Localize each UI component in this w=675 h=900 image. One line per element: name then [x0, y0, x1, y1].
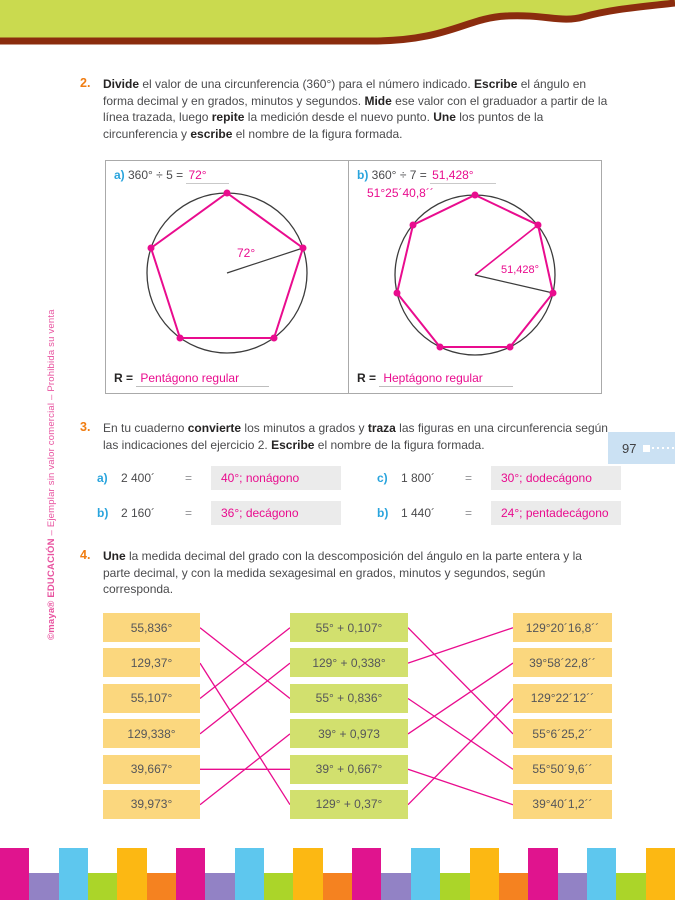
footer-block	[587, 848, 616, 900]
item-letter: c)	[377, 471, 388, 485]
footer-block	[88, 873, 117, 900]
badge-dotted-line	[652, 447, 675, 449]
sidebar-legal-text	[46, 270, 57, 640]
equation-a-answer: 72°	[186, 168, 228, 184]
item-answer: 36°; decágono	[211, 501, 341, 525]
footer-block	[147, 873, 176, 900]
figure-box-a	[106, 161, 349, 393]
match-box-decimal: 129,37°	[103, 648, 200, 677]
match-box-sexagesimal: 129°20´16,8´´	[513, 613, 612, 642]
footer-block	[646, 848, 675, 900]
footer-block	[117, 848, 146, 900]
result-answer-b: Heptágono regular	[379, 371, 512, 387]
pentagon-diagram	[106, 161, 348, 393]
match-box-decomposition: 129° + 0,37°	[290, 790, 408, 819]
exercise-3-instructions: En tu cuaderno convierte los minutos a grados y traza las figuras en una circunferencia según las indicaciones del ejercicio 2. Escribe el nombre de la figura formada.	[103, 421, 608, 452]
footer-block	[470, 848, 499, 900]
figure-box-b	[349, 161, 602, 393]
top-wave-decoration	[0, 0, 675, 50]
match-box-sexagesimal: 55°6´25,2´´	[513, 719, 612, 748]
footer-block	[558, 873, 587, 900]
equation-b-text: 360° ÷ 7 =	[368, 168, 431, 182]
footer-block	[616, 873, 645, 900]
match-box-sexagesimal: 39°58´22,8´´	[513, 648, 612, 677]
match-box-sexagesimal: 55°50´9,6´´	[513, 755, 612, 784]
footer-block	[176, 848, 205, 900]
equation-b	[357, 168, 496, 182]
equals-sign: =	[185, 471, 193, 485]
equals-sign: =	[185, 506, 193, 520]
item-letter: a)	[97, 471, 108, 485]
footer-block	[264, 873, 293, 900]
item-letter: b)	[97, 506, 109, 520]
item-letter-a: a)	[114, 168, 125, 182]
footer-block	[323, 873, 352, 900]
footer-block	[235, 848, 264, 900]
footer-block	[293, 848, 322, 900]
result-label-a: R =	[114, 371, 137, 385]
pentagon-shape	[151, 193, 303, 338]
ex3-item-a	[97, 464, 341, 492]
footer-block	[528, 848, 557, 900]
item-answer: 40°; nonágono	[211, 466, 341, 490]
footer-block	[59, 848, 88, 900]
match-box-decimal: 39,667°	[103, 755, 200, 784]
result-answer-a: Pentágono regular	[136, 371, 269, 387]
footer-block	[381, 873, 410, 900]
exercise-2-instructions: Divide el valor de una circunferencia (360°) para el número indicado. Escribe el ángulo en forma decimal y en grados, minutos y segundos. Mide ese valor con el graduador a partir de la línea trazada, luego repite la medición desde el nuevo punto. Une los puntos de la circunferencia y escribe el nombre de la figura formada.	[103, 77, 608, 141]
angle-label-a: 72°	[237, 246, 256, 260]
exercise-2-answer-boxes	[105, 160, 602, 394]
match-box-decomposition: 39° + 0,667°	[290, 755, 408, 784]
page-number-badge	[608, 432, 675, 464]
match-box-sexagesimal: 129°22´12´´	[513, 684, 612, 713]
footer-block	[205, 873, 234, 900]
radius-line-b-black	[475, 275, 553, 293]
equation-b-answer: 51,428°	[430, 168, 496, 184]
exercise-4-instructions: Une la medida decimal del grado con la descomposición del ángulo en la parte entera y la parte decimal, y con la medida sexagesimal en grados, minutos y segundos, según corresponda.	[103, 549, 582, 597]
match-box-decomposition: 129° + 0,338°	[290, 648, 408, 677]
match-column-decomposition	[290, 613, 408, 819]
publisher-logo: ©maya® EDUCACIÓN	[46, 538, 57, 640]
dms-answer-b: 51°25´40,8´´	[367, 186, 434, 200]
pentagon-vertex-dots	[148, 190, 307, 342]
ex3-item-d	[377, 499, 621, 527]
footer-block	[0, 848, 29, 900]
item-value: 2 160´	[121, 506, 156, 520]
exercise-2-number: 2.	[80, 76, 91, 90]
ex3-item-c	[377, 464, 621, 492]
match-box-decomposition: 55° + 0,836°	[290, 684, 408, 713]
match-box-decimal: 55,107°	[103, 684, 200, 713]
equals-sign: =	[465, 506, 473, 520]
badge-square-dot	[643, 445, 650, 452]
item-answer: 30°; dodecágono	[491, 466, 621, 490]
page-number: 97	[622, 440, 637, 456]
match-box-decimal: 39,973°	[103, 790, 200, 819]
item-value: 1 800´	[401, 471, 436, 485]
equation-a	[114, 168, 229, 182]
exercise-4-number: 4.	[80, 548, 91, 562]
footer-block	[440, 873, 469, 900]
footer-color-blocks	[0, 848, 675, 900]
item-letter: b)	[377, 506, 389, 520]
match-box-decimal: 55,836°	[103, 613, 200, 642]
footer-block	[29, 873, 58, 900]
result-row-a	[114, 371, 269, 385]
match-column-decimal	[103, 613, 200, 819]
result-label-b: R =	[357, 371, 380, 385]
ex3-item-b	[97, 499, 341, 527]
item-value: 1 440´	[401, 506, 436, 520]
legal-notice: – Ejemplar sin valor comercial – Prohibida su venta	[46, 309, 57, 539]
match-column-sexagesimal	[513, 613, 612, 819]
item-value: 2 400´	[121, 471, 156, 485]
angle-label-b: 51,428°	[501, 264, 540, 276]
match-box-decomposition: 55° + 0,107°	[290, 613, 408, 642]
footer-block	[499, 873, 528, 900]
footer-block	[352, 848, 381, 900]
item-letter-b: b)	[357, 168, 369, 182]
footer-block	[411, 848, 440, 900]
item-answer: 24°; pentadecágono	[491, 501, 621, 525]
match-box-decomposition: 39° + 0,973	[290, 719, 408, 748]
equation-a-text: 360° ÷ 5 =	[124, 168, 187, 182]
match-box-decimal: 129,338°	[103, 719, 200, 748]
exercise-3-number: 3.	[80, 420, 91, 434]
match-box-sexagesimal: 39°40´1,2´´	[513, 790, 612, 819]
result-row-b	[357, 371, 513, 385]
equals-sign: =	[465, 471, 473, 485]
